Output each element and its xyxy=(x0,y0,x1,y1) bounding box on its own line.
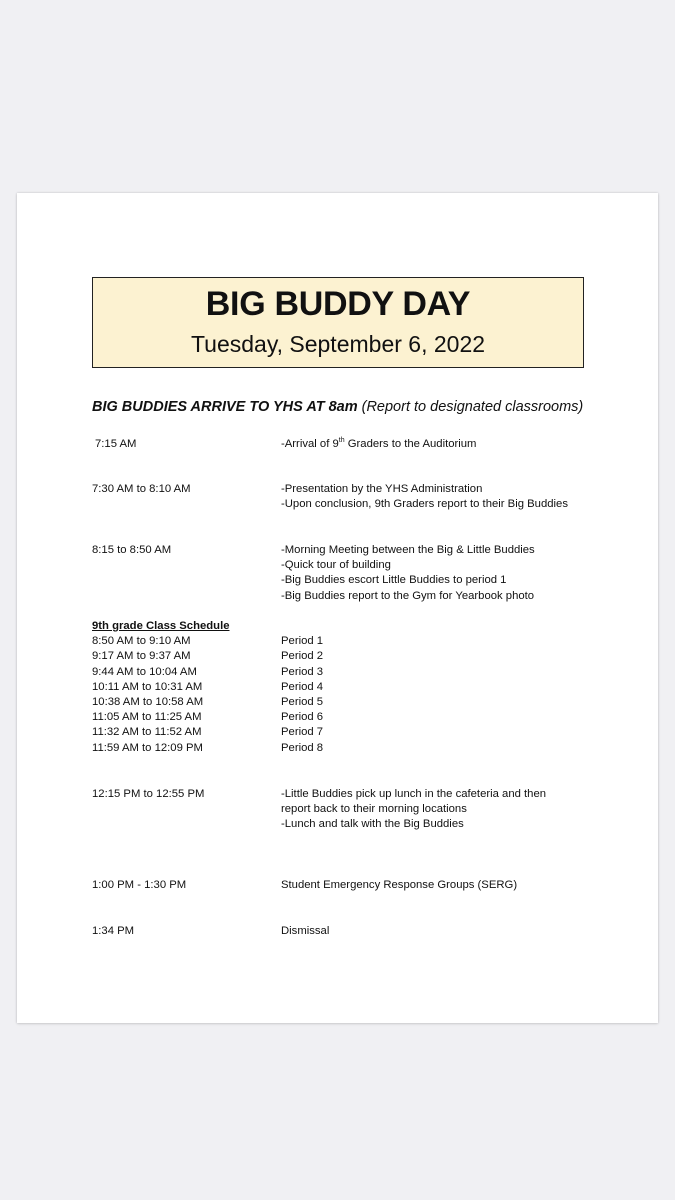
document-title: BIG BUDDY DAY xyxy=(205,285,471,323)
period-time: 11:05 AM to 11:25 AM xyxy=(92,711,202,723)
schedule-description: report back to their morning locations xyxy=(281,803,467,815)
schedule-description: -Arrival of 9th Graders to the Auditorium xyxy=(281,437,477,450)
schedule-description: Student Emergency Response Groups (SERG) xyxy=(281,879,518,891)
schedule-time: 1:34 PM xyxy=(92,925,135,937)
period-time: 10:11 AM to 10:31 AM xyxy=(92,681,203,693)
schedule-description: -Lunch and talk with the Big Buddies xyxy=(281,818,464,830)
period-time: 9:17 AM to 9:37 AM xyxy=(92,650,191,662)
period-time: 10:38 AM to 10:58 AM xyxy=(92,696,204,708)
period-label: Period 1 xyxy=(281,635,324,647)
period-label: Period 8 xyxy=(281,742,324,754)
schedule-description: -Quick tour of building xyxy=(281,559,391,571)
period-time: 9:44 AM to 10:04 AM xyxy=(92,666,197,678)
schedule-description: -Morning Meeting between the Big & Little Buddies xyxy=(281,544,535,556)
period-label: Period 5 xyxy=(281,696,324,708)
schedule-description: -Big Buddies report to the Gym for Yearbook photo xyxy=(281,590,535,602)
schedule-description: -Upon conclusion, 9th Graders report to their Big Buddies xyxy=(281,498,568,510)
period-label: Period 7 xyxy=(281,726,324,738)
period-time: 8:50 AM to 9:10 AM xyxy=(92,635,191,647)
schedule-time: 1:00 PM - 1:30 PM xyxy=(92,879,187,891)
period-label: Period 4 xyxy=(281,681,324,693)
schedule-time: 12:15 PM to 12:55 PM xyxy=(92,788,205,800)
event-date: Tuesday, September 6, 2022 xyxy=(190,331,486,357)
period-label: Period 3 xyxy=(281,666,324,678)
schedule-description: -Big Buddies escort Little Buddies to period 1 xyxy=(281,574,507,586)
document-page xyxy=(17,193,658,1023)
arrival-notice-note: (Report to designated classrooms) xyxy=(361,399,584,415)
schedule-time: 8:15 to 8:50 AM xyxy=(92,544,172,556)
arrival-notice-main: BIG BUDDIES ARRIVE TO YHS AT 8am xyxy=(92,399,358,415)
period-label: Period 6 xyxy=(281,711,324,723)
title-box xyxy=(92,277,584,368)
period-time: 11:59 AM to 12:09 PM xyxy=(92,742,203,754)
period-time: 11:32 AM to 11:52 AM xyxy=(92,726,202,738)
schedule-description: -Presentation by the YHS Administration xyxy=(281,483,483,495)
arrival-notice xyxy=(92,399,583,415)
schedule-time: 7:15 AM xyxy=(95,438,137,450)
class-schedule-heading: 9th grade Class Schedule xyxy=(92,620,230,632)
period-label: Period 2 xyxy=(281,650,324,662)
schedule-time: 7:30 AM to 8:10 AM xyxy=(92,483,191,495)
schedule-description: Dismissal xyxy=(281,925,330,937)
schedule-description: -Little Buddies pick up lunch in the cafeteria and then xyxy=(281,788,547,800)
